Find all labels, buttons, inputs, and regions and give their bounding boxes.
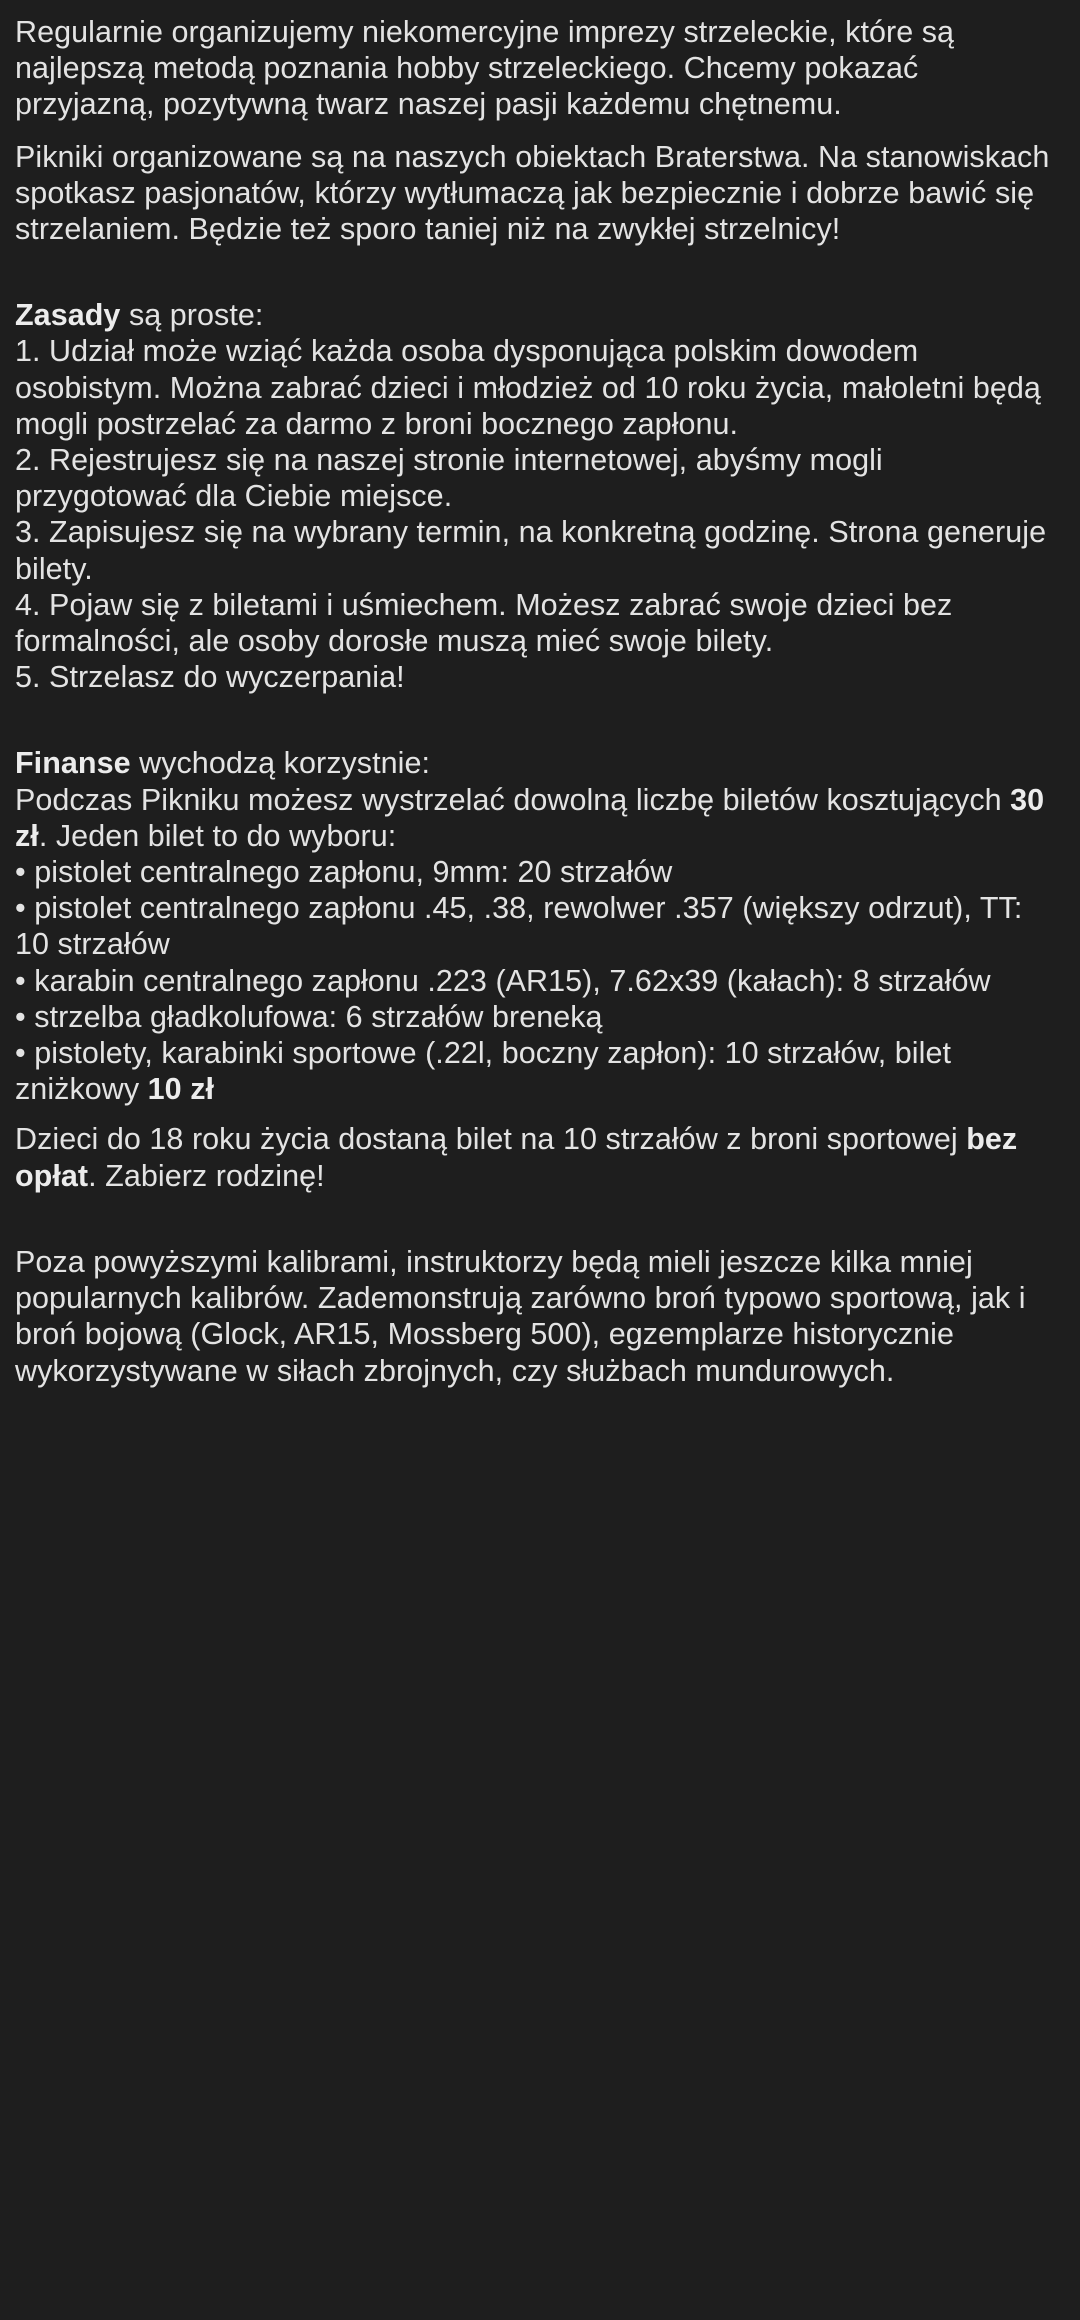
option-item-5: [15, 1035, 1062, 1107]
option-item-4-text: strzelba gładkolufowa: 6 strzałów breneką: [34, 999, 603, 1034]
finance-heading: [15, 745, 1062, 781]
bullet-icon: •: [15, 855, 26, 890]
paragraph-closing: Poza powyższymi kalibrami, instruktorzy będą mieli jeszcze kilka mniej popularnych kalibrów. Zademonstrują zarówno broń typowo sportową, jak i broń bojową (Glock, AR15, Mossberg 500), egzemplarze historycznie wykorzystywane w siłach zbrojnych, czy służbach mundurowych.: [15, 1244, 1035, 1388]
ticket-price: 30 zł: [15, 782, 1053, 853]
bullet-icon: •: [15, 963, 26, 998]
option-item-1-text: pistolet centralnego zapłonu, 9mm: 20 strzałów: [34, 855, 673, 890]
rules-heading-bold: Zasady: [15, 298, 121, 333]
option-item-1: [15, 854, 1062, 890]
rules-heading: [15, 297, 1062, 333]
discount-ticket-price: 10 zł: [147, 1072, 215, 1107]
children-note-after: . Zabierz rodzinę!: [88, 1158, 325, 1193]
finance-intro: [15, 782, 1062, 854]
rule-item-4: 4. Pojaw się z biletami i uśmiechem. Możesz zabrać swoje dzieci bez formalności, ale osoby dorosłe muszą mieć swoje bilety.: [15, 587, 961, 659]
finance-intro-before: Podczas Pikniku możesz wystrzelać dowolną liczbę biletów kosztujących: [15, 782, 1011, 817]
children-note-free-badge: bez opłat: [15, 1122, 1026, 1193]
rule-item-5: 5. Strzelasz do wyczerpania!: [15, 660, 405, 695]
rule-item-2: 2. Rejestrujesz się na naszej stronie internetowej, abyśmy mogli przygotować dla Ciebie miejsce.: [15, 443, 892, 514]
option-item-2: [15, 890, 1062, 962]
bullet-icon: •: [15, 1036, 26, 1071]
finance-heading-bold: Finanse: [15, 746, 131, 781]
paragraph-pikniki: Pikniki organizowane są na naszych obiektach Braterstwa. Na stanowiskach spotkasz pasjonatów, którzy wytłumaczą jak bezpiecznie i dobrze bawić się strzelaniem. Będzie też sporo taniej niż na zwykłej strzelnicy!: [15, 139, 1058, 247]
children-note: [15, 1121, 1062, 1193]
bullet-icon: •: [15, 999, 26, 1034]
option-item-5-text: pistolety, karabinki sportowe (.22l, boczny zapłon): 10 strzałów, bilet zniżkowy: [15, 1036, 960, 1107]
rule-item-3: 3. Zapisujesz się na wybrany termin, na konkretną godzinę. Strona generuje bilety.: [15, 515, 1055, 586]
finance-heading-rest: wychodzą korzystnie:: [130, 746, 431, 781]
paragraph-intro: Regularnie organizujemy niekomercyjne imprezy strzeleckie, które są najlepszą metodą poznania hobby strzeleckiego. Chcemy pokazać przyjazną, pozytywną twarz naszej pasji każdemu chętnemu.: [15, 15, 963, 122]
rule-item-1: 1. Udział może wziąć każda osoba dysponująca polskim dowodem osobistym. Można zabrać dzieci i młodzież od 10 roku życia, małoletni będą mogli postrzelać za darmo z broni bocznego zapłonu.: [15, 334, 1050, 441]
children-note-before: Dzieci do 18 roku życia dostaną bilet na 10 strzałów z broni sportowej: [15, 1122, 967, 1157]
finance-intro-after: . Jeden bilet to do wyboru:: [38, 818, 397, 853]
bullet-icon: •: [15, 891, 26, 926]
option-item-2-text: pistolet centralnego zapłonu .45, .38, rewolwer .357 (większy odrzut), TT: 10 strzałów: [15, 891, 1031, 962]
option-item-3: [15, 963, 1062, 999]
rules-heading-rest: są proste:: [120, 298, 264, 333]
option-item-3-text: karabin centralnego zapłonu .223 (AR15), 7.62x39 (kałach): 8 strzałów: [34, 963, 991, 998]
option-item-4: [15, 999, 1062, 1035]
